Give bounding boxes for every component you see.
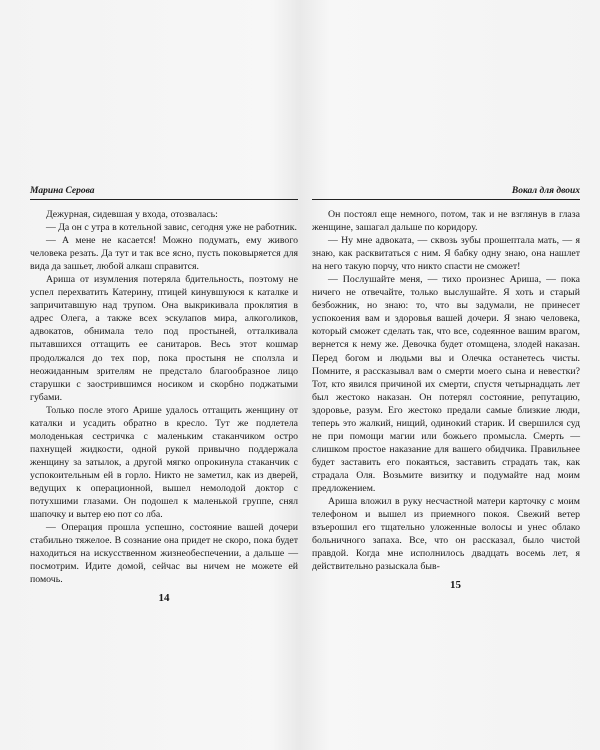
right-page-text: [312, 208, 580, 573]
left-running-head: [30, 185, 298, 200]
page-number: 15: [450, 579, 461, 592]
paragraph: — Ну мне адвоката, — сквозь зубы прошептала мать, — я знаю, как расквитаться с ним. Я бабку одну знаю, она нашлет на него такую порчу, что никто спасти не сможет!: [312, 235, 580, 273]
page-number: 14: [158, 592, 170, 605]
paragraph: Дежурная, сидевшая у входа, отозвалась:: [46, 209, 218, 220]
left-page: [30, 185, 298, 604]
paragraph: — Да он с утра в котельной завис, сегодня уже не работник.: [46, 222, 297, 234]
paragraph: Ариша вложил в руку несчастной матери карточку с моим телефоном и вышел из приемного покоя. Свежий ветер взъерошил его тщательно уложенные волосы и унес облако больничного запаха. Все, что он рассказал, было чистой правдой. Когда мне исполнилось двадцать восемь лет, я действительно разыскала быв-: [312, 496, 580, 573]
author-name: Марина Серова: [30, 186, 95, 196]
paragraph: — Операция прошла успешно, состояние вашей дочери стабильно тяжелое. В сознание она придет не скоро, пока будет находиться на искусственном жизнеобеспечении, а дальше — посмотрим. Идите домой, сейчас вы ничем не можете ей помочь.: [30, 522, 298, 586]
paragraph: — А мене не касается! Можно подумать, ему живого человека резать. Да тут и так все ясно, пусть поковыряется для вида да зашьет, любой алкаш справится.: [30, 235, 298, 273]
left-page-text: [30, 208, 298, 586]
paragraph: Он постоял еще немного, потом, так и не взглянув в глаза женщине, зашагал дальше по коридору.: [312, 209, 580, 234]
book-title: Вокал для двоих: [511, 186, 580, 196]
right-running-head: [312, 185, 580, 200]
paragraph: Ариша от изумления потеряла бдительность, поэтому не успел перехватить Катерину, птицей кинувшуюся к каталке и запричитавшую над трупом. Она выкрикивала проклятия в адрес Олега, а также всех эскулапов мира, алкоголиков, адвокатов, обнимала тело под простыней, отталкивала пытавшихся оттащить ее санитаров. Весь этот кошмар продолжался до тех пор, пока простыня не сползла и неожиданным зрителям не предстало благообразное лицо старушки с заострившимся носиком и скорбно поджатыми губами.: [30, 274, 298, 403]
paragraph: — Послушайте меня, — тихо произнес Ариша, — пока ничего не отвечайте, только выслушайте. Я хоть и старый безбожник, но знаю: то, что вы задумали, не принесет успокоения вам и здоровья вашей дочери. Я знаю человека, который сможет сделать так, что все, содеянное вашим врагом, вернется к нему же. Девочка будет отомщена, злодей наказан. Перед богом и людьми вы и Олечка останетесь чисты. Помните, я рассказывал вам о смерти моего сына и невестки? Тот, кто явился причиной их смерти, спустя четырнадцать лет был жестоко наказан. Он потерял состояние, репутацию, здоровье, разум. Его жестоко предали самые близкие люди, теперь это жалкий, нищий, одинокий старик. И свершился суд не при помощи магии или божьего промысла. Смерть — слишком простое наказание для вашего обидчика. Правильнее будет заставить его покаяться, заставить страдать так, как страдала Оля. Возьмите визитку и подумайте над моим предложением.: [312, 274, 580, 494]
paragraph: Только после этого Арише удалось оттащить женщину от каталки и усадить обратно в кресло. Тут же подлетела молоденькая сестричка с маленьким стаканчиком остро пахнущей жидкости, одной рукой привычно поддержала женщину за затылок, а другой мягко опрокинула стаканчик с успокоительным ей в горло. Никто не заметил, как из дверей, ведущих к операционной, вышел немолодой доктор с потухшими глазами. Он подошел к маленькой группе, снял шапочку и вытер ею пот со лба.: [30, 404, 298, 521]
right-page: [312, 185, 580, 591]
